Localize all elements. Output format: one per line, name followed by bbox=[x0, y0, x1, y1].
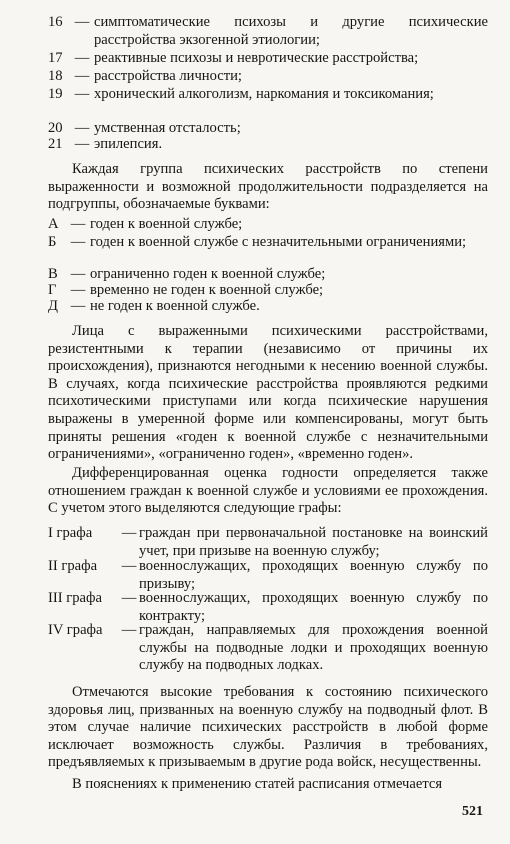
item-text: хронический алкоголизм, наркомания и токсикомания; bbox=[94, 86, 434, 102]
category-dash: — bbox=[70, 216, 86, 232]
paragraph-text: Отмечаются высокие требования к состоянию психического здоровья лиц, призванных на военную службу на подводный флот. В этом случае наличие психических расстройств в любой форме исключает возможность службы. Различия в требованиях, предъявляемых к призываемым в другие рода войск, несущественны. bbox=[48, 684, 488, 771]
category-text: ограниченно годен к военной службе; bbox=[90, 266, 326, 282]
item-number: 18 bbox=[48, 68, 63, 84]
list-item-16 bbox=[48, 14, 488, 49]
column-iii bbox=[48, 590, 488, 625]
list-item-17 bbox=[48, 50, 488, 68]
category-a bbox=[48, 216, 488, 234]
column-label: II графа bbox=[48, 558, 98, 574]
category-text: временно не годен к военной службе; bbox=[90, 282, 324, 298]
item-dash: — bbox=[74, 68, 90, 84]
page-number: 521 bbox=[462, 804, 483, 819]
item-dash: — bbox=[74, 50, 90, 66]
list-item-21 bbox=[48, 136, 488, 154]
paragraph-4 bbox=[48, 684, 488, 772]
category-text: годен к военной службе с незначительными ограничениями; bbox=[90, 234, 467, 250]
item-text: расстройства личности; bbox=[94, 68, 242, 84]
category-dash: — bbox=[70, 298, 86, 314]
category-text: годен к военной службе; bbox=[90, 216, 243, 232]
category-text: не годен к военной службе. bbox=[90, 298, 260, 314]
item-number: 20 bbox=[48, 120, 63, 136]
item-number: 21 bbox=[48, 136, 63, 152]
column-ii bbox=[48, 558, 488, 593]
column-text: граждан при первоначальной постановке на воинский учет, при призыве на военную службу; bbox=[139, 525, 488, 559]
column-dash: — bbox=[121, 525, 137, 541]
category-letter: А bbox=[48, 216, 59, 232]
column-text: граждан, направляемых для прохождения военной службы на подводные лодки и проходящих военную службу на подводных лодках. bbox=[139, 622, 488, 674]
item-text: симптоматические психозы и другие психические расстройства экзогенной этиологии; bbox=[94, 14, 488, 48]
item-number: 17 bbox=[48, 50, 63, 66]
column-text: военнослужащих, проходящих военную службу по призыву; bbox=[139, 558, 488, 592]
item-text: умственная отсталость; bbox=[94, 120, 241, 136]
column-dash: — bbox=[121, 590, 137, 606]
item-dash: — bbox=[74, 136, 90, 152]
column-i bbox=[48, 525, 488, 560]
paragraph-text: В пояснениях к применению статей расписания отмечается bbox=[72, 776, 443, 792]
column-label: IV графа bbox=[48, 622, 103, 638]
paragraph-2 bbox=[48, 323, 488, 464]
paragraph-text: Дифференцированная оценка годности определяется также отношением граждан к военной службе и условиями ее прохождения. С учетом этого выделяются следующие графы: bbox=[48, 465, 488, 517]
category-dash: — bbox=[70, 282, 86, 298]
category-letter: Г bbox=[48, 282, 57, 298]
column-text: военнослужащих, проходящих военную службу по контракту; bbox=[139, 590, 488, 624]
item-dash: — bbox=[74, 120, 90, 136]
category-letter: В bbox=[48, 266, 58, 282]
paragraph-5 bbox=[48, 776, 488, 794]
item-text: реактивные психозы и невротические расстройства; bbox=[94, 50, 419, 66]
column-dash: — bbox=[121, 622, 137, 638]
paragraph-text: Каждая группа психических расстройств по степени выраженности и возможной продолжительности подразделяется на подгруппы, обозначаемые буквами: bbox=[48, 161, 488, 213]
column-iv bbox=[48, 622, 488, 675]
category-g bbox=[48, 282, 488, 300]
category-letter: Д bbox=[48, 298, 58, 314]
category-dash: — bbox=[70, 234, 86, 250]
category-v bbox=[48, 266, 488, 284]
column-label: III графа bbox=[48, 590, 102, 606]
paragraph-3 bbox=[48, 465, 488, 518]
item-dash: — bbox=[74, 86, 90, 102]
item-number: 16 bbox=[48, 14, 63, 30]
category-letter: Б bbox=[48, 234, 57, 250]
list-item-18 bbox=[48, 68, 488, 86]
column-dash: — bbox=[121, 558, 137, 574]
category-dash: — bbox=[70, 266, 86, 282]
item-dash: — bbox=[74, 14, 90, 30]
column-label: I графа bbox=[48, 525, 93, 541]
category-d bbox=[48, 298, 488, 316]
item-number: 19 bbox=[48, 86, 63, 102]
item-text: эпилепсия. bbox=[94, 136, 163, 152]
list-item-20 bbox=[48, 120, 488, 138]
paragraph-text: Лица с выраженными психическими расстройствами, резистентными к терапии (независимо от причины их происхождения), признаются негодными к несению военной службы. В случаях, когда психические расстройства проявляются редкими психотическими приступами или когда психические нарушения выражены в умеренной форме или компенсированы, могут быть приняты решения «годен к военной службе с незначительными ограничениями», «ограниченно годен», «временно годен». bbox=[48, 323, 488, 463]
category-b bbox=[48, 234, 488, 252]
list-item-19 bbox=[48, 86, 488, 104]
intro-paragraph bbox=[48, 161, 488, 214]
